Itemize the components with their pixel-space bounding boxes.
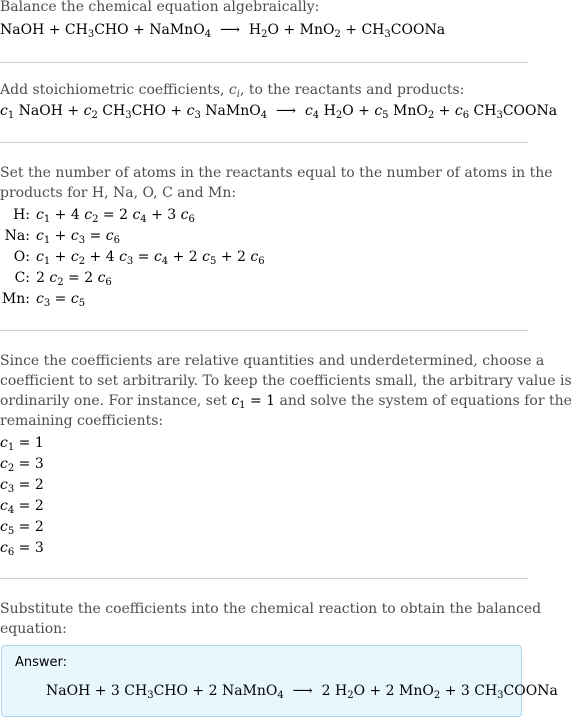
divider <box>0 578 528 579</box>
section5-line1: Substitute the coefficients into the chemical reaction to obtain the balanced <box>0 601 542 617</box>
unbalanced-equation: NaOH + $CH_3CHO$ + NaMnO$_4$ ⟶ $H_2O + MnO_2$ + $CH_3COONa$ <box>0 22 446 40</box>
atom-equation-c: C: 2 $c_2 = 2$ $c_6$ <box>14 270 112 288</box>
coefficient-equation: $c_1$ NaOH + $c_2$ $CH_3CHO + c_3$ NaMnO$_4$ ⟶ $c_4$ $H_2O + c_5$ $MnO_2 + c_6$ $CH_3COONa$ <box>0 103 558 121</box>
section4-line4: remaining coefficients: <box>0 413 164 429</box>
section1-heading: Balance the chemical equation algebraically: <box>0 0 320 15</box>
atom-equation-o: O: $c_1 + c_2 + 4$ $c_3 = c_4 + 2$ $c_5 + 2$ $c_6$ <box>13 249 265 267</box>
section3-heading-line1: Set the number of atoms in the reactants equal to the number of atoms in the <box>0 165 553 181</box>
atom-equation-na: Na: $c_1 + c_3 = c_6$ <box>4 228 120 246</box>
divider <box>0 330 528 331</box>
balanced-equation: NaOH + 3 $CH_3CHO + 2$ NaMnO$_4$ ⟶ 2 $H_2O + 2$ MnO$_2$ + 3 $CH_3COONa$ <box>46 683 558 701</box>
solution-c3: $c_3 = 2$ <box>0 477 44 495</box>
solution-c1: $c_1 = 1$ <box>0 435 44 453</box>
section4-line2: coefficient to set arbitrarily. To keep the coefficients small, the arbitrary value is <box>0 373 572 389</box>
solution-c4: $c_4 = 2$ <box>0 498 44 516</box>
section3-heading-line2: products for H, Na, O, C and Mn: <box>0 185 237 201</box>
solution-c2: $c_2 = 3$ <box>0 456 44 474</box>
divider <box>0 62 528 63</box>
solution-c5: $c_5 = 2$ <box>0 519 44 537</box>
solution-c6: $c_6 = 3$ <box>0 540 44 558</box>
answer-box <box>1 645 558 717</box>
divider <box>0 142 528 143</box>
atom-equation-mn: Mn: $c_3 = c_5$ <box>1 291 86 309</box>
section4-line3: ordinarily one. For instance, set $c_1 = 1$ and solve the system of equations for the <box>0 393 572 411</box>
answer-label: Answer: <box>15 655 68 670</box>
section2-heading: Add stoichiometric coefficients, $c_i$, to the reactants and products: <box>0 82 465 100</box>
atom-equation-h: H: $c_1 + 4$ $c_2 = 2$ $c_4 + 3$ $c_6$ <box>13 207 195 225</box>
section5-line2: equation: <box>0 621 67 637</box>
section4-line1: Since the coefficients are relative quantities and underdetermined, choose a <box>0 353 545 369</box>
